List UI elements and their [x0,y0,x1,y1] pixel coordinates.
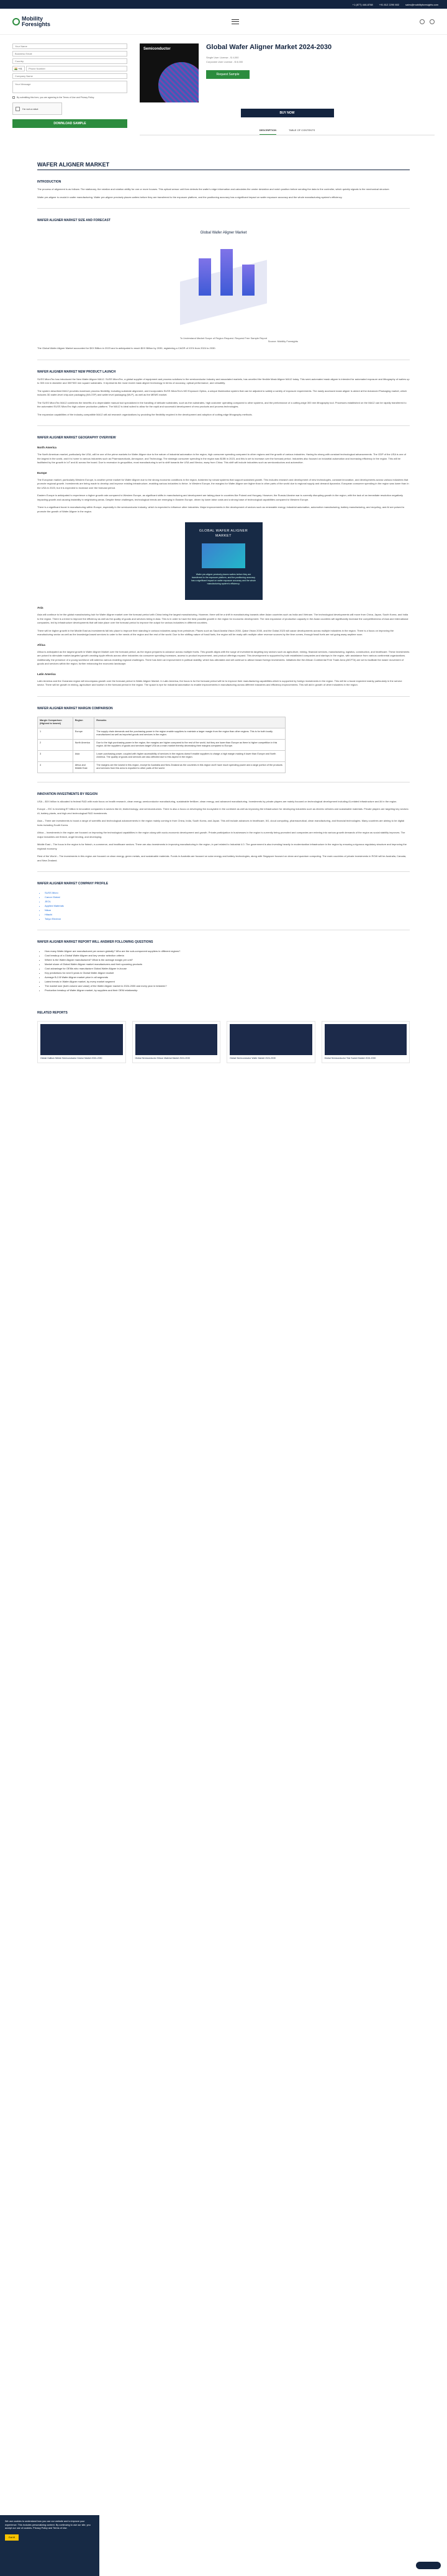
wafer-graphic [158,62,199,102]
company-link[interactable]: • Applied Materials [45,904,410,908]
intro-paragraph-1: The process of alignment is as follows: The stationary, the rotation and rotation ability for one or more houses. This optical sensor unit then detects the wafer's edge information and calculates the center deviation and notch position before sending the data to the controller, which quickly signals to the mechanical structure. [37,188,390,191]
list-item: • Average B-2-B Wafer Aligner market price in all segments [45,975,410,979]
report-cover-image [140,43,199,102]
recaptcha [12,102,62,115]
table-row: 1 Europe The supply chain demands and the purchasing power in the region enable suppliers to maintain a larger margin from the region than other regions. This is for both locally manufactured as well as imported goods and services in the region. [38,728,286,739]
questions-list [37,949,410,992]
latam-paragraph: Latin America and the Oceanian region will encompass growth over the forecast period in Wafer Aligner Market. In Latin America, the focus is for the forecast period will be to improve their manufacturing capabilities which is supported by foreign investments in the region. This will be a boost expected mainly particularly in the service sector. There will be growth in mining, agriculture and tourism in the forecast period in the region. The space is ripe for industrial automation to enable improvements in manufacturing across different industries and efficiency improvements. This will aid in growth of other industries in the region. [37,679,402,686]
consent-checkbox[interactable] [12,96,15,99]
market-highlight-box [185,522,263,600]
col-rank: Margin Comparison (Highest to lowest) [38,717,73,728]
launch-paragraph-3: The SUSS MicroTec MA12 combines the benefits of a dependable manual tool specialized in the handling of delicate substrates, such as thin substrates, high customer operating compared to other systems, and the performance of a cutting-edge 300 mm lithography tool. Processes established on the MA12 can be rapidly transferred to the automated SUSS MicroTec high-volume production platform. The MA12 is ideal suited to allow for the rapid and successful development of new products and process technologies. [37,401,407,408]
company-link[interactable]: • SUSS Micro [45,891,410,895]
list-item: • Where is the Wafer Aligner manufactured? What is the average margin per unit? [45,958,410,962]
launch-paragraph-2: The system described MA12 provides maximum process flexibility, including substrate alignment, and incorporates SUSS MicroTec's MO Exposure Optics, a unique illumination system that can be adjusted to satisfy a variety of exposure requirements. The easily accessed mask aligner is aimed at the Advanced Packaging market, which includes 3D wafer-level chip-size packaging (WLCSP) and wafer level packaging (WLP), as well as the MEMS market. [37,389,407,396]
questions-heading: WAFER ALIGNER MARKET REPORT WILL ANSWER FOLLOWING QUESTIONS [37,940,153,944]
list-item: • Production breakup of Wafer Aligner market, by suppliers and their OEM relationship [45,988,410,992]
intro-paragraph-2: Wafer pre-aligner is crucial in wafer manufacturing. Wafer pre-aligner precisely places wafers before they are transferred to the exposure platform, and the positioning accuracy has a significant impact on wafer exposure accuracy and the whole manufacturing system's efficiency. [37,195,343,199]
list-item: • Cost breakup of a Global Wafer Aligner and key vendor selection criteria [45,953,410,958]
size-heading: WAFER ALIGNER MARKET SIZE AND FORECAST [37,219,111,222]
asia-paragraph-1: Asia will continue to be the global manufacturing hub for Wafer Aligner market over the forecast period with China being the largest manufacturing. However, there will be a shift in manufacturing towards other Asian countries such as India and Vietnam. The technological developments will move from China, Japan, South Korea, and India to the region. There is a trend to improve the efficiency as well as the quality of goods and services being in Asia. This is in order to have the best possible growth in the region for economic development. The new expansion of production capacity in the Asian countries will significantly increase the competitiveness of Asia and international companies, led by infrastructure developments that will take place over the forecast period to improve the output for various industries in different countries. [37,613,409,624]
country-input[interactable] [12,58,127,64]
tab-description[interactable]: DESCRIPTION [260,126,276,135]
invest-asia: Asia – There are investments to boost a range of scientific and technological advancements in the region mainly coming in from China, India, South Korea, and Japan. This will include advances in healthcare, 5G, cloud computing, pharmaceutical, clean manufacturing, and financial technologies. Many countries are aiming to be digital hubs including South Korea. [37,819,405,827]
eu-paragraph-1: The European market, particularly Western Europe, is another prime market for Wafer Aligner due to the strong economic conditions in the region, bolstered by robust systems that support sustained growth. This includes research and development of new technologies, constant innovation, and developments across various industries that promote regional growth. Investments are being made to develop and improve existing infrastructure, enabling various industries to thrive. In Western Europe, the margins for Wafer Aligner are higher than in other parts of the world due to regional supply and demand dynamics. European consumer spending in the region was lower than in the USA in 2023, but it is expected to increase over the forecast period. [37,478,409,489]
company-input[interactable] [12,73,127,79]
list-item: • How many Wafer Aligner are manufactured per annum globally? Who are the sub-component suppliers in different regions? [45,949,410,953]
launch-paragraph-1: SUSS MicroTec has introduced the New Wafer Aligner MA12. SUSS MicroTec, a global supplier of equipment and process solutions to the semiconductor industry and associated markets, has unveiled the flexible Mask Aligner MA12 today. This semi-automated mask aligner is intended for automated exposure and lithography of wafers up to 300 mm in diameter and 300*300 mm square substrates. It represents the most recent mask aligner technology in terms of accuracy, optical performance, and versatility. [37,377,410,384]
message-input[interactable] [12,81,127,93]
margin-table [37,717,286,773]
top-contact-bar [0,0,447,9]
cookie-accept-button[interactable]: Got it! [5,2534,19,2541]
phone-us[interactable]: +1 (877) 446-8768 [352,2,373,6]
country-code-select[interactable]: 🇮🇳 +91 [12,66,25,71]
market-infographic [149,231,298,343]
na-heading: North America [37,446,56,449]
intro-heading: INTRODUCTION [37,180,61,184]
invest-europe: Europe – EIC is investing €7 billion in innovative companies in sectors like AI, biotechnology, and semiconductors. There is also a focus on developing the ecosystem in the continent as well as improving the infrastructure for developing industries such as electric vehicles and sustainable materials. Private players are targeting key sectors: AI, battery plants, and high-end technological R&D investments. [37,807,409,815]
na-paragraph: The North American market, particularly the USA, will be one of the prime markets for Wafer Aligner due to the nature of industrial automation in the region, high consumer spending compared to other regions and the growth of various industries. Having its strong with constant technological advancements. The GDP of the USA is one of the largest in the world, and it is home to various industries such as Pharmaceuticals, Aerospace, and Technology. The strategic consumer spending in the region was $15B in 2023, and this is set to increase over the forecast period. Industries also focused on industrial automation and increasing efficiency in the region. This will be facilitated by the growth in IoT and AI across the board. Due to recession in geopolitics, most manufacturing is set to shift towards the USA and Mexico, away from China. This shift will include industries such as semiconductors and automotive. [37,453,407,464]
infographic-title: Global Wafer Aligner Market [200,231,247,235]
isometric-illustration [161,240,286,333]
brand-name-line1: Mobility [22,15,43,22]
hero-section [0,35,447,144]
company-link[interactable]: • Tokyo Electron [45,917,410,921]
launch-heading: WAFER ALIGNER MARKET NEW PRODUCT LAUNCH [37,370,116,374]
corporate-license[interactable]: Corporate User License - $ 8,000 [206,60,243,63]
report-title: Global Wafer Aligner Market 2024-2030 [206,43,332,51]
report-thumbnail [325,1024,407,1055]
related-card[interactable]: Global Semiconductor Silicon Material Market 2024-2030 [132,1021,221,1063]
col-region: Region [73,717,94,728]
list-item: • Cost advantage for OEMs who manufacture Global Wafer Aligner in-house [45,966,410,971]
invest-usa: USA – $XX billion is allocated to federal R&D with main focus on health research, clean energy, semiconductor manufacturing, sustainable fertilizer, clean energy, and advanced manufacturing. Investments by private players are mainly focused on technological development including AI-related infrastructure and AI in the region. [37,799,397,803]
divider [37,208,410,209]
size-paragraph: The Global Wafer Aligner Market accounted for $XX Billion in 2023 and is anticipated to reach $XX Billion by 2030, registering a CAGR of XX% from 2024 to 2030. [37,347,216,350]
logo-icon [12,18,20,25]
report-thumbnail [230,1024,312,1055]
company-list [37,891,410,921]
captcha-label: I'm not a robot [22,107,38,111]
contact-email[interactable]: sales@mobilityforesights.com [405,2,438,6]
tab-contents[interactable]: TABLE OF CONTENTS [289,129,315,132]
table-row: 4 Africa and Middle East The margins are the lowest in this region, except for Australia and New Zealand as the countries in this region don't have much spending power and a large portion of the products and services from this area is exported to other parts of the world. [38,761,286,773]
phone-row [12,66,127,71]
brand-logo[interactable] [12,16,50,27]
related-card[interactable]: Global Semiconductor Wafer Market 2024-2030 [227,1021,315,1063]
list-item: • Key predictions for next 5 years in Global Wafer Aligner market [45,971,410,975]
chip-icon [202,543,245,568]
report-thumbnail [135,1024,218,1055]
list-item: • Latest trends in Wafer Aligner market, by every market segment [45,979,410,984]
eu-heading: Europe [37,471,47,474]
phone-in[interactable]: +91 812 2290 802 [379,2,400,6]
list-item: • The market size (both volume and value) of the Wafer Aligner market in 2024-2030 and every year in between? [45,984,410,988]
asia-paragraph-2: There will be higher growth in the Middle East as investments fall into place to improve their standing in various industries away from petroleum. Places such as Saudi Arabia Vision 2030, Qatar Vision 2030, and the Dubai 2023 will cause developments across multiple industries in the region. There is a focus on improving the manufacturing sector as well as the knowledge-based services to cater to the needs of the region and the rest of the world. Due to the shifting nature of fossil fuels, the region will be ready with multiple other revenue sources by the time comes, through fossil fuels are not going away anytime soon. [37,628,394,636]
africa-paragraph: Africa is anticipated as the largest growth in Wafer Aligner Market over the forecast period, as the region prepares to advance across multiple fronts. This growth aligns with the surge of investments targeting key sectors such as agriculture, mining, financial services, manufacturing, logistics, construction, and healthcare. These investments are poised to stimulate market-targeted growth creating ripple effects across other industries via consumer spending increases, access to product improvement, and product offerings expand. This development is supported by both established companies and startups in the region, with assistance from various continental organizations. Additionally, the presence of a young workforce will address various enabling regional challenges. There has been an improvement in political stability, which has alleviated and will continue to attract inward foreign investments. Initiatives like the African Continental Free Trade Area (AfCFTA) are set to facilitate the easier movement of goods and services within the region, further enhancing the economic landscape. [37,650,410,665]
menu-icon[interactable] [232,19,239,24]
company-heading: WAFER ALIGNER MARKET COMPANY PROFILE [37,882,109,886]
related-card[interactable]: Global Semiconductor Test Socket Market 2024-2030 [322,1021,410,1063]
name-input[interactable] [12,43,127,49]
launch-paragraph-4: The expansion capabilities of the industry-compatible MA12 will aid research organizations by providing the flexibility required in the development and adoption of cutting-edge lithography methods. [37,412,253,416]
header-actions [420,19,435,24]
related-heading: RELATED REPORTS [37,1011,68,1015]
highlight-text: Wafer pre-aligner precisely places wafers before they are transferred to the exposure platform, and the positioning accuracy has a significant impact on wafer exposure accuracy and the whole manufacturing system's efficiency. [191,573,256,585]
cover-title: Semiconductor [143,47,171,51]
invest-row: Rest of the World – The investments in this region are focused on clean energy, green metals, and sustainable materials. Funds in Australia are focused on solar energy and battery technologies, along with Singapore focused on clean and quantum computing. The main countries of private investments in ROW will be Australia, Canada, and New Zealand. [37,855,407,862]
related-card[interactable]: Global Gallium Nitride Semiconductor Device Market 2024-2030 [37,1021,126,1063]
brand-name-line2: Foresights [22,20,51,27]
geo-heading: WAFER ALIGNER MARKET GEOGRAPHY OVERVIEW [37,436,116,440]
sample-request-form [12,43,127,135]
chat-widget-icon[interactable] [416,2562,441,2569]
highlight-title: GLOBAL WAFER ALIGNER MARKET [199,529,248,538]
invest-middle-east: Middle East – The focus in the region is for fintech, e-commerce, and healthcare sectors. There are also investments in improving manufacturing in the region, in part related to Industrial 4.0. The government is also investing heavily in modernization infrastructure in the region by ensuring a rigorous regulatory structure and improving the regional economy. [37,843,407,850]
main-title: WAFER ALIGNER MARKET [37,161,410,170]
africa-heading: Africa [37,643,45,646]
consent-row [12,96,127,99]
report-tabs [140,126,435,135]
company-link[interactable]: • Hitachi [45,912,410,917]
latam-heading: Latin America [37,672,56,676]
search-icon[interactable] [420,19,425,24]
infographic-caption[interactable]: To Understand Market Scope of Region Request. Request Free Sample Report [179,337,268,340]
invest-africa: Africa – Investments in the region are focused on improving the technological capabilities in the region along with socio-economic development and growth. Private participation in businesses in the region is currently being promoted and companies are entering into various growth demands of the region as social stability improves. The major industries are fintech, angel lending, and developing. [37,831,405,838]
report-thumbnail [40,1024,123,1055]
eu-paragraph-2: Eastern Europe is anticipated to experience a higher growth rate compared to Western Europe, as significant shifts in manufacturing and development are taking place in countries like Poland and Hungary. However, the Russia-Ukraine war is currently disrupting growth in the region, with the lack of an immediate resolution negatively impacting growth and causing instability in neighboring areas. Despite these challenges, technological trends are emerging in Eastern Europe, driven by lower labor costs and a strong base of technological capabilities compared to Western Europe. [37,494,404,501]
eu-paragraph-3: There is a significant boost in manufacturing within Europe, especially in the semiconductor industry, which is expected to influence other industries. Major improvements in the development of sectors such as renewable energy, industrial automation, automotive manufacturing, battery manufacturing, and recycling, and AI are poised to promote the growth of Wafer Aligner in the region. [37,506,405,513]
cart-icon[interactable] [430,19,435,24]
report-description [0,161,447,992]
request-sample-button[interactable]: Request Sample [206,70,250,79]
infographic-source: Source: Mobility Foresights [268,340,298,343]
product-summary [140,43,435,135]
investment-heading: INNOVATION INVESTMENTS BY REGION [37,792,97,796]
buy-now-button[interactable]: BUY NOW [241,109,334,117]
cookie-text: We use cookies to understand how you use our website and to improve your experience. This includes personalizing content. By continuing to use our site, you accept our use of cookies. Privacy Policy and Terms of Use. [5,2520,91,2529]
col-remarks: Remarks [94,717,286,728]
company-link[interactable]: • Nikon [45,908,410,912]
company-link[interactable]: • Canon Global [45,895,410,899]
phone-input[interactable] [26,66,127,71]
table-row: 3 Asia Lower purchasing power, coupled with higher accessibility of services in the regions doesn't enable suppliers to charge a high margin making it lower than Europe and North America. The quality of goods and services are also affected due to this aspect in the region. [38,750,286,761]
company-link[interactable]: • JEOL [45,899,410,904]
consent-text: By submitting this form, you are agreeing to the Terms of Use and Privacy Policy. [17,96,95,99]
list-item: • Market share of Global Wafer Aligner market manufacturers and their upcoming products [45,962,410,966]
table-row: 2 North America Due to the high purchasing power in the region, the margins are higher compared to the rest of the world, but they are lower than Europe as there is higher competition in this region. All the suppliers of goods and services target USA as a main market thereby decreasing their margins compared to Europe. [38,739,286,750]
cookie-banner [0,2515,99,2576]
margin-heading: WAFER ALIGNER MARKET MARGIN COMPARISON [37,706,113,710]
single-license[interactable]: Single User License - $ 4,000 [206,56,239,59]
related-reports [0,1011,447,1063]
captcha-checkbox[interactable] [16,107,20,111]
asia-heading: Asia [37,606,43,609]
download-sample-button[interactable]: DOWNLOAD SAMPLE [12,119,127,128]
email-input[interactable] [12,51,127,57]
site-header [0,9,447,35]
